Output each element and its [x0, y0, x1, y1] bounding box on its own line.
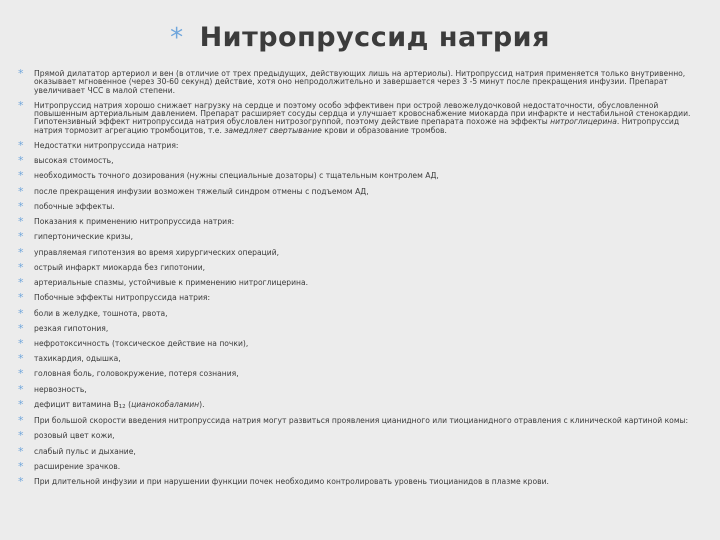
- bullet-star-icon: *: [18, 459, 24, 473]
- list-item: * нефротоксичность (токсическое действие на почки),: [18, 337, 249, 350]
- list-item: * головная боль, головокружение, потеря сознания,: [18, 367, 239, 381]
- list-item: * При длительной инфузии и при нарушении функции почек необходимо контролировать уровень тиоцианидов в плазме крови.: [18, 475, 549, 489]
- bullet-star-icon: *: [18, 337, 24, 350]
- bullet-star-icon: *: [18, 67, 24, 80]
- bullet-star-icon: *: [18, 475, 24, 489]
- bullet-star-icon: *: [18, 367, 24, 381]
- bullet-star-icon: *: [18, 215, 24, 229]
- bullet-star-icon: *: [18, 291, 24, 305]
- bullet-star-icon: *: [18, 230, 24, 244]
- title-star-icon: *: [170, 23, 184, 53]
- list-item: * побочные эффекты.: [18, 199, 115, 213]
- list-item: * тахикардия, одышка,: [18, 352, 121, 366]
- bullet-star-icon: *: [18, 382, 24, 396]
- list-item: * артериальные спазмы, устойчивые к применению нитроглицерина.: [18, 276, 309, 290]
- bullet-star-icon: *: [18, 138, 24, 152]
- bullet-star-icon: *: [18, 184, 24, 198]
- bullet-star-icon: *: [18, 444, 24, 458]
- slide-title: [0, 22, 720, 53]
- bullet-star-icon: *: [18, 321, 24, 335]
- title-text: Нитропруссид натрия: [199, 22, 550, 53]
- list-item: * Побочные эффекты нитропруссида натрия:: [18, 291, 211, 305]
- bullet-star-icon: *: [18, 429, 24, 443]
- bullet-star-icon: *: [18, 199, 24, 213]
- list-item: * Недостатки нитропруссида натрия:: [18, 138, 179, 152]
- list-item: * боли в желудке, тошнота, рвота,: [18, 306, 168, 320]
- list-item: * резкая гипотония,: [18, 321, 109, 335]
- bullet-star-icon: *: [18, 306, 24, 320]
- list-item: * Нитропруссид натрия хорошо снижает нагрузку на сердце и поэтому особо эффективен при острой левожелудочковой недостаточности, обусловленной повышенным артериальным давлением. Препарат расширяет сосуды сердца и улучшает кровоснабжение миокарда при инфаркте и нестабильной стенокардии. Гипотензивный эффект нитропруссида натрия обусловлен нитрозогруппой, поэтому действие препарата похоже на эффекты нитроглицерина. Нитропруссид натрия тормозит агрегацию тромбоцитов, т.е. замедляет свертывание крови и образование тромбов.: [18, 98, 691, 135]
- bullet-star-icon: *: [18, 260, 24, 274]
- bullet-list: [18, 67, 698, 493]
- bullet-star-icon: *: [18, 154, 24, 168]
- list-item: * гипертонические кризы,: [18, 230, 134, 244]
- bullet-star-icon: *: [18, 169, 24, 183]
- bullet-star-icon: *: [18, 245, 24, 259]
- bullet-star-icon: *: [18, 397, 24, 411]
- list-item: * дефицит витамина $В_{12}$ (цианокобаламин).: [18, 397, 205, 411]
- list-item: * розовый цвет кожи,: [18, 429, 115, 443]
- list-item: * Показания к применению нитропруссида натрия:: [18, 215, 235, 229]
- list-item: * расширение зрачков.: [18, 459, 121, 473]
- bullet-star-icon: *: [18, 98, 24, 112]
- list-item: * слабый пульс и дыхание,: [18, 444, 136, 458]
- list-item: * Прямой дилататор артериол и вен (в отличие от трех предыдущих, действующих лишь на артериолы). Нитропруссид натрия применяется только внутривенно, оказывает мгновенное (через 30-60 секунд) действие, хотя оно непродолжительно и завершается через 3 -5 минут после прекращения инфузии. Препарат увеличивает ЧСС в малой степени.: [18, 67, 686, 95]
- list-item: * нервозность,: [18, 382, 87, 396]
- list-item: * после прекращения инфузии возможен тяжелый синдром отмены с подъемом АД,: [18, 184, 369, 198]
- list-item: * управляемая гипотензия во время хирургических операций,: [18, 245, 280, 259]
- list-item: * необходимость точного дозирования (нужны специальные дозаторы) с тщательным контролем АД,: [18, 169, 439, 183]
- bullet-star-icon: *: [18, 276, 24, 290]
- bullet-star-icon: *: [18, 414, 24, 428]
- list-item: * При большой скорости введения нитропруссида натрия могут развиться проявления цианидного или тиоцианидного отравления с клинической картиной комы:: [18, 414, 689, 428]
- bullet-star-icon: *: [18, 352, 24, 366]
- list-item: * высокая стоимость,: [18, 154, 114, 168]
- list-item: * острый инфаркт миокарда без гипотонии,: [18, 260, 206, 274]
